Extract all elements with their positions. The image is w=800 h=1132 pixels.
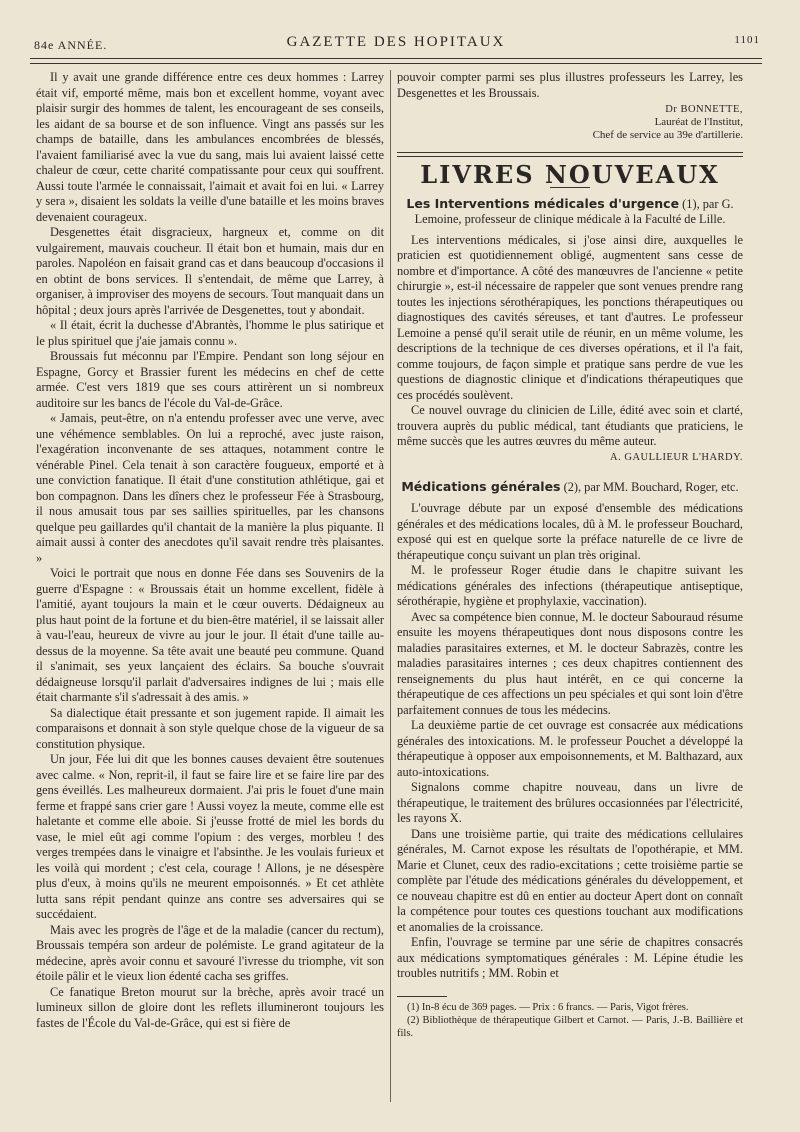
right-column — [397, 70, 743, 1040]
column-divider — [390, 70, 391, 1102]
section-separator — [397, 152, 743, 157]
paragraph: Mais avec les progrès de l'âge et de la maladie (cancer du rectum), Broussais tempéra son ardeur de polémiste. Le grand agitateur de la médecine, après avoir connu et savouré l'ivresse du triomphe, vit son étoile pâlir et le vieux lion édenté cacha ses griffes. — [36, 922, 384, 983]
footnote: (2) Bibliothèque de thérapeutique Gilbert et Carnot. — Paris, J.-B. Baillière et fils. — [397, 1014, 743, 1039]
paragraph: Il y avait une grande différence entre ces deux hommes : Larrey était vif, emporté même, mais bon et excellent homme, voyant avec plaisir surgir des hommes de talent, les encourageant de ses conseils, les aidant de sa bourse et de son influence. Vingt ans passés sur les champs de bataille, dans les ambulances encombrées de blessés, l'avaient familiarisé avec la vue du sang, mais lui avaient laissé cette chaleur de cœur, cette charité compatissante pour ceux qui souffrent. Aussi toute l'armée le connaissait, l'aimait et avait foi en lui. « Larrey y sera », disaient les soldats la veille d'une bataille et les moins braves devenaient courageux. — [36, 70, 384, 224]
review-paragraph: L'ouvrage débute par un exposé d'ensemble des médications générales et des médications locales, dû à M. le professeur Bouchard, exposé qui est en quelque sorte la préface naturelle de ce livre de thérapeutique conçu suivant un plan très original. — [397, 501, 743, 562]
header-rule — [30, 58, 762, 59]
paragraph: Un jour, Fée lui dit que les bonnes causes devaient être soutenues avec calme. « Non, reprit-il, il faut se faire lire et se faire lire par des gens éveillés. Les malheureux dormaient. J'ai pris le fouet d'une main ferme et frappé sans crier gare ! Aussi voyez la meute, comme elle est haletante et comme elle aboie. Si j'eusse frotté de miel les bords du vase, le miel eût agi comme l'opium : des verges, morbleu ! des verges trempées dans le vinaigre et l'absinthe. Je les voulais furieux et les voilà qui mordent ; c'est cela, courage ! Allons, je ne désespère plus d'eux, à moins qu'ils ne meurent empoisonnés. » Et cet athlète lutta sans répit pendant quinze ans contre ses adversaires qui se succédaient. — [36, 752, 384, 921]
review-paragraph: Signalons comme chapitre nouveau, dans un livre de thérapeutique, le traitement des brûlures occasionnées par l'électricité, les rayons X. — [397, 780, 743, 825]
review-paragraph: Ce nouvel ouvrage du clinicien de Lille, édité avec soin et clarté, trouvera auprès du public médical, tant étudiants que praticiens, le même succès que les autres œuvres du même auteur. — [397, 403, 743, 448]
paragraph: « Il était, écrit la duchesse d'Abrantès, l'homme le plus satirique et le plus spirituel que j'aie jamais connu ». — [36, 318, 384, 348]
paragraph: Voici le portrait que nous en donne Fée dans ses Souvenirs de la guerre d'Espagne : « Broussais était un homme excellent, fidèle à l'amitié, ayant toujours la main et le cœur ouverts. Dédaigneux au plus haut point de la fortune et du bien-être matériel, il se laissait aller à vau-l'eau, heureux de vivre au jour le jour. Il était d'une taille au-dessus de la moyenne. Sa tête avait une beauté peu commune. Quand il s'animait, ses yeux lançaient des éclairs. Sa bouche s'ouvrait dédaigneuse lorsqu'il parlait d'adversaires indignes de lui ; mais elle était charmante s'il s'adressait à des amis. » — [36, 566, 384, 704]
review-paragraph: Dans une troisième partie, qui traite des médications cellulaires générales, M. Carnot expose les résultats de l'opothérapie, et MM. Marie et Clunet, ceux des radio-excitations ; cette troisième partie se complète par l'étude des médications générales du développement, et ce nouveau chapitre est dû en entier au docteur Apert dont on connaît la compétence pour toutes ces questions touchant aux modifications et anomalies de la croissance. — [397, 826, 743, 934]
paragraph: Desgenettes était disgracieux, hargneux et, comme on dit vulgairement, mauvais coucheur. Il était bon et humain, mais dur en paroles. Napoléon en faisait grand cas et dans beaucoup d'occasions il en obtint de bons services. Il s'entendait, de même que Larrey, à organiser, à improviser des moyens de secours. Tout manquait dans un hôpital ; deux jours après l'arrivée de Desgenettes, tout y abondait. — [36, 225, 384, 317]
author-signature — [397, 103, 743, 142]
review-signature: A. GAULLIEUR L'HARDY. — [610, 451, 743, 463]
section-title: LIVRES NOUVEAUX — [420, 160, 720, 189]
footnote-rule — [397, 996, 447, 997]
review-heading — [397, 196, 743, 227]
footnote: (1) In-8 écu de 369 pages. — Prix : 6 francs. — Paris, Vigot frères. — [407, 1001, 689, 1013]
paragraph: Sa dialectique était pressante et son jugement rapide. Il aimait les comparaisons et donnait à son style quelque chose de la vigueur de sa constitution physique. — [36, 705, 384, 751]
footnote-ref: (1) — [682, 196, 697, 211]
book-title: Médications générales — [401, 479, 561, 494]
book-byline: , par MM. Bouchard, Roger, etc. — [578, 480, 739, 494]
review-paragraph: Enfin, l'ouvrage se termine par une série de chapitres consacrés aux médications symptomatiques générales : M. Lépine étudie les troubles nutritifs ; MM. Robin et — [397, 935, 743, 980]
journal-title: GAZETTE DES HOPITAUX — [286, 34, 506, 50]
left-column — [36, 70, 384, 1031]
review-paragraph: Avec sa compétence bien connue, M. le docteur Sabouraud résume ensuite les moyens thérapeutiques dont nous disposons contre les maladies parasitaires externes, et M. le docteur Sabrazès, contre les maladies parasitaires internes ; ces deux chapitres contiennent des renseignements du plus haut intérêt, en ce qui concerne la thérapeutique de ces affections un peu spéciales et qui sont loin d'être parfaitement connues de tous les médecins. — [397, 609, 743, 717]
header-rule-secondary — [30, 63, 762, 64]
signature-name: Dr BONNETTE, — [665, 104, 743, 115]
page-number: 1101 — [734, 34, 760, 46]
review-paragraph: Les interventions médicales, si j'ose ainsi dire, auxquelles le praticien est quotidiennement obligé, augmentent sans cesse de nombre et d'importance. A côté des manœuvres de l'ancienne « petite chirurgie », est-il nécessaire de rappeler que sont venues prendre rang toutes les injections sérothérapiques, les ponctions thérapeutiques ou diagnostiques des cavités séreuses, et tant d'autres. Le professeur Lemoine a pensé qu'il serait utile de réunir, en un même volume, les descriptions de la technique de ces diverses opérations, et il l'a fait, comme toujours, de façon simple et pratique sans perdre de vue les questions de diagnostic clinique et d'indications thérapeutiques que ces procédés soulèvent. — [397, 232, 743, 402]
paragraph: Ce fanatique Breton mourut sur la brèche, après avoir tracé un lumineux sillon de gloire dont les reflets illumineront toujours les fastes de l'École du Val-de-Grâce, qui est si fière de — [36, 984, 384, 1030]
book-title: Les Interventions médicales d'urgence — [406, 195, 680, 211]
page-header — [30, 30, 762, 58]
review-paragraph: La deuxième partie de cet ouvrage est consacrée aux médications générales des intoxications. M. le professeur Pouchet a développé la thérapeutique à opposer aux empoisonnements, et M. Balthazard, aux auto-intoxications. — [397, 718, 743, 779]
review-heading — [397, 479, 743, 495]
paragraph: « Jamais, peut-être, on n'a entendu professer avec une verve, avec une véhémence semblables. On lui a reproché, avec juste raison, l'exagération inconvenante de ses attaques, notamment contre le vénérable Pinel. Cela tenait à son caractère fougueux, emporté et à une conviction fanatique. Il était d'une constitution athlétique, gai et bon compagnon. Dans les dîners chez le professeur Fée à Strasbourg, il nous amusait tous par ses saillies spirituelles, par les chansons quelque peu gaillardes qu'il chantait de la manière la plus piquante. Il aimait aussi à conter des anecdotes qu'il savait rendre très plaisantes. » — [36, 411, 384, 565]
review-paragraph: M. le professeur Roger étudie dans le chapitre suivant les médications générales des infections (thérapeutique antiseptique, sérothérapie, hygiène et prophylaxie, vaccination). — [397, 563, 743, 608]
footnotes — [397, 1001, 743, 1040]
footnote-ref: (2) — [563, 480, 578, 494]
paragraph: Broussais fut méconnu par l'Empire. Pendant son long séjour en Espagne, Gorcy et Brassier furent les médecins en chef de cette armée. C'est vers 1819 que ses cours attirèrent un si nombreux auditoire sur les bancs de l'école du Val-de-Grâce. — [36, 349, 384, 410]
book-byline: , par G. Lemoine, professeur de clinique médicale à la Faculté de Lille. — [414, 196, 734, 226]
volume-label: 84e ANNÉE. — [34, 38, 108, 52]
signature-position: Chef de service au 39e d'artillerie. — [592, 129, 743, 141]
continuation-paragraph: pouvoir compter parmi ses plus illustres professeurs les Larrey, les Desgenettes et les Broussais. — [397, 70, 743, 100]
signature-title: Lauréat de l'Institut, — [654, 116, 743, 128]
